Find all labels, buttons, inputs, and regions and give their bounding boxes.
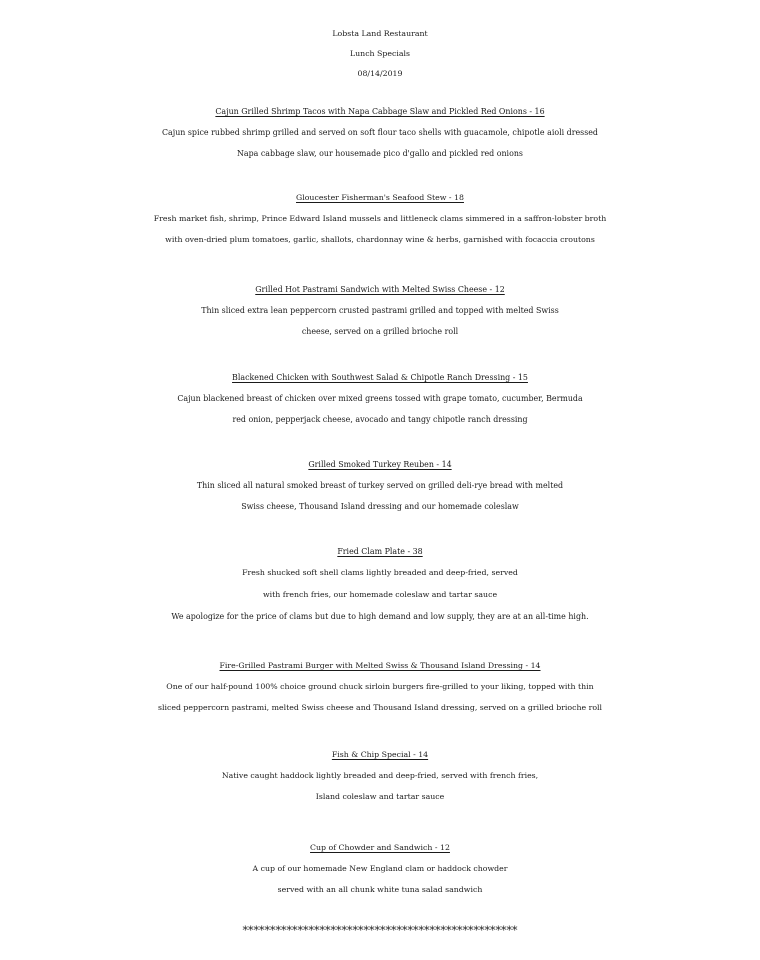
- special-item: [0, 102, 760, 164]
- special-description: [0, 122, 760, 164]
- description-line: Napa cabbage slaw, our housemade pico d'gallo and pickled red onions: [237, 149, 523, 158]
- description-line: served with an all chunk white tuna salad sandwich: [277, 885, 483, 894]
- special-title: Cajun Grilled Shrimp Tacos with Napa Cabbage Slaw and Pickled Red Onions - 16: [215, 107, 545, 116]
- special-title: Cup of Chowder and Sandwich - 12: [310, 843, 450, 852]
- special-description: [0, 676, 760, 718]
- price-apology-note: We apologize for the price of clams but due to high demand and low supply, they are at an all-time high.: [171, 612, 589, 621]
- special-description: [0, 765, 760, 807]
- special-description: [0, 388, 760, 430]
- special-item: [0, 656, 760, 718]
- special-description: [0, 858, 760, 900]
- special-description: [0, 475, 760, 517]
- special-title: Fried Clam Plate - 38: [337, 547, 423, 556]
- description-line: A cup of our homemade New England clam or haddock chowder: [252, 864, 508, 873]
- description-line: Island coleslaw and tartar sauce: [315, 792, 445, 801]
- description-line: with oven-dried plum tomatoes, garlic, shallots, chardonnay wine & herbs, garnished with focaccia croutons: [165, 235, 595, 244]
- special-title: Grilled Hot Pastrami Sandwich with Melted Swiss Cheese - 12: [255, 285, 505, 294]
- description-line: with french fries, our homemade coleslaw and tartar sauce: [262, 590, 498, 599]
- description-line: Fresh market fish, shrimp, Prince Edward Island mussels and littleneck clams simmered in a saffron-lobster broth: [153, 214, 607, 223]
- description-line: red onion, pepperjack cheese, avocado and tangy chipotle ranch dressing: [232, 415, 528, 424]
- description-line: Swiss cheese, Thousand Island dressing and our homemade coleslaw: [241, 502, 519, 511]
- menu-title: Lunch Specials: [349, 49, 411, 58]
- special-description: [0, 562, 760, 628]
- description-line: Native caught haddock lightly breaded and deep-fried, served with french fries,: [221, 771, 539, 780]
- special-description: [0, 300, 760, 342]
- special-item: [0, 745, 760, 807]
- description-line: sliced peppercorn pastrami, melted Swiss cheese and Thousand Island dressing, served on a grilled brioche roll: [157, 703, 603, 712]
- special-title: Gloucester Fisherman's Seafood Stew - 18: [296, 193, 464, 202]
- special-title: Fish & Chip Special - 14: [331, 750, 429, 759]
- special-title: Grilled Smoked Turkey Reuben - 14: [308, 460, 452, 469]
- description-line: Thin sliced extra lean peppercorn crusted pastrami grilled and topped with melted Swiss: [201, 306, 559, 315]
- asterisk-divider: **************************************************: [242, 924, 518, 937]
- special-title: Blackened Chicken with Southwest Salad & Chipotle Ranch Dressing - 15: [232, 373, 528, 382]
- special-item: [0, 838, 760, 900]
- special-item: [0, 368, 760, 430]
- special-item: [0, 188, 760, 250]
- description-line: Cajun spice rubbed shrimp grilled and served on soft flour taco shells with guacamole, chipotle aioli dressed: [162, 128, 598, 137]
- description-line: cheese, served on a grilled brioche roll: [301, 327, 459, 336]
- description-line: Thin sliced all natural smoked breast of turkey served on grilled deli-rye bread with melted: [196, 481, 564, 490]
- special-title: Fire-Grilled Pastrami Burger with Melted Swiss & Thousand Island Dressing - 14: [219, 661, 541, 670]
- special-description: [0, 208, 760, 250]
- special-item: [0, 455, 760, 517]
- special-item: [0, 280, 760, 342]
- description-line: One of our half-pound 100% choice ground chuck sirloin burgers fire-grilled to your liking, topped with thin: [166, 682, 594, 691]
- description-line: Fresh shucked soft shell clams lightly breaded and deep-fried, served: [242, 568, 518, 577]
- description-line: Cajun blackened breast of chicken over mixed greens tossed with grape tomato, cucumber, Bermuda: [177, 394, 583, 403]
- menu-header: [0, 24, 760, 84]
- special-item: [0, 541, 760, 628]
- restaurant-name: Lobsta Land Restaurant: [332, 29, 428, 38]
- menu-date: 08/14/2019: [357, 69, 403, 78]
